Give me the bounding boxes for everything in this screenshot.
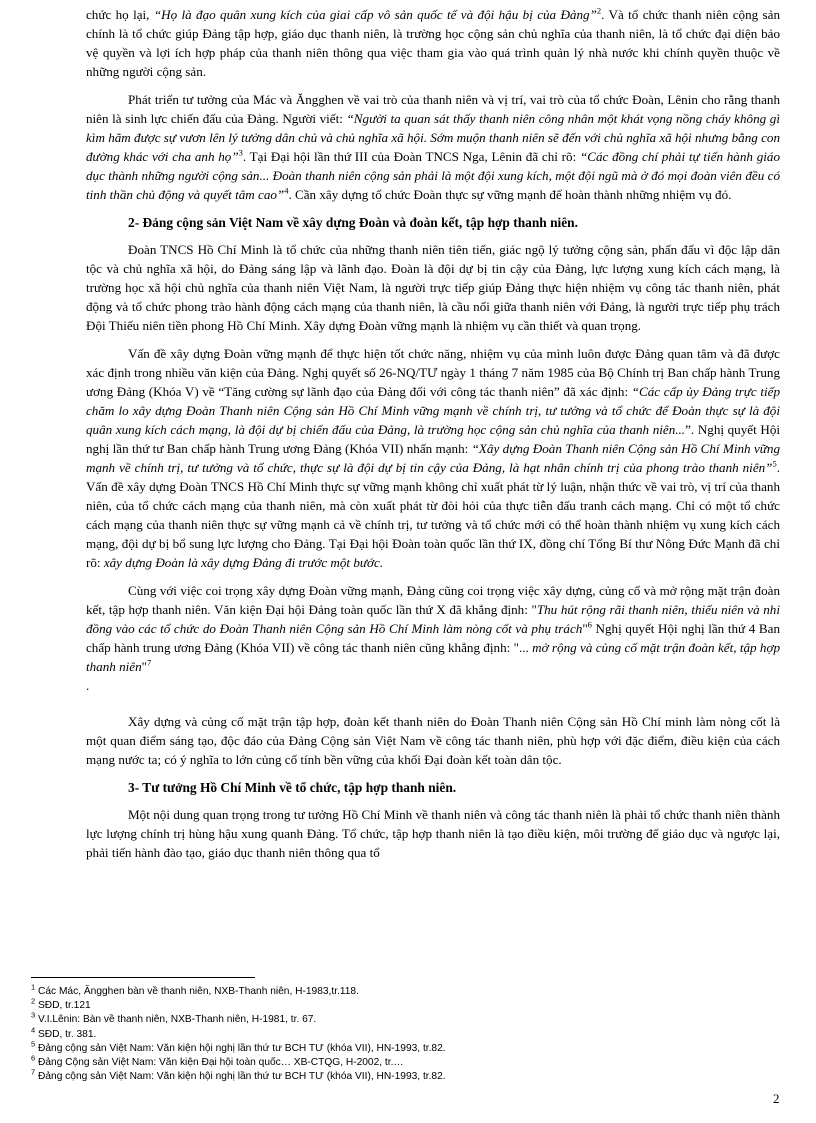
page-number: 2 [773, 1091, 780, 1106]
paragraph-xay-dung-doan [86, 344, 780, 572]
quote-nong-duc-manh: xây dựng Đoàn là xây dựng Đảng đi trước một bước. [103, 555, 384, 570]
footnote-item [31, 982, 751, 999]
footnote-item [31, 996, 751, 1013]
footnote-text: Đảng cộng sản Việt Nam: Văn kiện hội nghị lần thứ tư BCH TƯ (khóa VII), HN-1993, tr.82. [35, 1042, 446, 1054]
footnote-number: 7 [31, 1067, 36, 1077]
footnote-text: SĐD, tr.121 [35, 1000, 91, 1012]
quote-nghi-quyet-26: “Các cấp ủy Đảng trực tiếp chăm lo xây dựng Đoàn Thanh niên Cộng sản Hồ Chí Minh vững mạnh về chính trị, tư tưởng và tổ chức để Đoàn thực sự là đội quân xung kích cách mạng, là đội dự bị chiến đấu của Đảng, là trường học cộng sản chủ nghĩa của thanh niên... [86, 384, 780, 437]
footnote-text: Đảng Cộng sản Việt Nam: Văn kiện Đại hội toàn quốc… XB-CTQG, H-2002, tr.… [35, 1057, 404, 1069]
footnote-ref: 5 [772, 458, 777, 469]
text-run: . Tại Đại hội lần thứ III của Đoàn TNCS Nga, Lênin đã chỉ rõ: [242, 149, 580, 164]
text-run: Vấn đề xây dựng Đoàn vững mạnh để thực hiện tốt chức năng, nhiệm vụ của mình luôn được Đảng quan tâm và đã được xác định trong nhiều văn kiện của Đảng. Nghị quyết số 26-NQ/TƯ ngày 1 tháng 7 năm 1985 của Bộ Chính trị Ban chấp hành Trung ương Đảng (Khóa V) về “Tăng cường sự lãnh đạo của Đảng đối với công tác thanh niên” đã xác định: [86, 346, 780, 399]
footnote-item [31, 1067, 751, 1084]
paragraph-intro-continuation [86, 5, 780, 81]
footnote-text: Đảng cộng sản Việt Nam: Văn kiện hội nghị lần thứ tư BCH TƯ (khóa VII), HN-1993, tr.82. [35, 1071, 446, 1083]
footnotes [31, 982, 751, 1084]
footnote-number: 4 [31, 1025, 36, 1035]
paragraph-mat-tran [86, 581, 780, 676]
footnote-number: 1 [31, 982, 36, 992]
text-run: . Và tổ chức thanh niên cộng sản chính là tổ chức giúp Đảng tập hợp, giáo dục thanh niên, là trường học cộng sản chủ nghĩa của thanh niên, là tổ chức đại diện bảo vệ quyền và lợi ích hợp pháp của thanh niên thông qua việc tham gia vào quá trình quản lý nhà nước khi chính quyền thuộc về những người cộng sản. [86, 7, 780, 79]
footnote-separator [31, 977, 255, 978]
text-run: Cùng với việc coi trọng xây dựng Đoàn vững mạnh, Đảng cũng coi trọng việc xây dựng, củng cố và mở rộng mặt trận đoàn kết, tập hợp thanh niên. Văn kiện Đại hội Đảng toàn quốc lần thứ X đã khẳng định: " [86, 583, 780, 617]
footnote-number: 6 [31, 1053, 36, 1063]
quote-lenin-2: “Các đồng chí phải tự tiến hành giáo dục thành những người cộng sản... Đoàn thanh niên cộng sản phải là một đội xung kích, một đội ngũ mà ở đó mọi đoàn viên đều có tinh thần chủ động và quyết tâm cao” [86, 149, 780, 202]
text-run: " [582, 621, 588, 636]
text-run: ”. Nghị quyết Hội nghị lần thứ tư Ban chấp hành Trung ương Đảng (Khóa VII) nhấn mạnh: [86, 422, 781, 456]
text-run: . Vấn đề xây dựng Đoàn TNCS Hồ Chí Minh thực sự vững mạnh không chỉ xuất phát từ lý luận, nhận thức về vai trò, vị trí của thanh niên, của tổ chức cách mạng của thanh niên, mà còn xuất phát từ đòi hỏi của thực tiễn đấu tranh cách mạng. Chỉ có một tổ chức cách mạng của thanh niên thực sự vững mạnh cả về chính trị, tư tưởng và tổ chức mới có thể hoàn thành nhiệm vụ xung kích cách mạng, đội dự bị bổ sung lực lượng cho Đảng. Tại Đại hội Đoàn toàn quốc lần thứ IX, đồng chí Tổng Bí thư Nông Đức Mạnh đã chỉ rõ: [86, 460, 780, 570]
quote-hoi-nghi-4: mở rộng và củng cố mặt trận đoàn kết, tập hợp thanh niên [86, 640, 780, 674]
body-text [86, 5, 780, 871]
text-run: " [141, 659, 148, 674]
footnote-item [31, 1053, 751, 1070]
text-run: Phát triển tư tưởng của Mác và Ăngghen về vai trò của thanh niên và vị trí, vai trò của tổ chức Đoàn, Lênin cho rằng thanh niên là sinh lực chiến đấu của Đảng. Người viết: [86, 92, 780, 126]
section-heading-3: 3- Tư tưởng Hồ Chí Minh về tổ chức, tập hợp thanh niên. [128, 780, 457, 795]
footnote-number: 3 [31, 1011, 36, 1021]
footnote-item [31, 1013, 751, 1027]
footnote-item [31, 1039, 751, 1056]
footnote-ref: 2 [596, 5, 602, 16]
text-run: chức họ lại, [86, 7, 154, 22]
paragraph-ho-chi-minh: Một nội dung quan trọng trong tư tưởng Hồ Chí Minh về thanh niên và công tác thanh niên là phải tổ chức thanh niên thành lực lượng chính trị hùng hậu xung quanh Đảng. Tổ chức, tập hợp thanh niên là tạo điều kiện, môi trường để giáo dục và ngược lại, phải tiến hành đào tạo, giáo dục thanh niên thông qua tổ [86, 807, 780, 860]
footnote-item [31, 1025, 751, 1042]
footnote-ref: 4 [284, 185, 289, 196]
quote-lenin-1: “Người ta quan sát thấy thanh niên công nhân một khát vọng nồng cháy không gì kìm hãm được sự vươn lên lý tưởng dân chủ và chủ nghĩa xã hội. Sớm muộn thanh niên sẽ đến với chủ nghĩa xã hội nhưng bằng con đường khác với cha anh họ” [86, 111, 780, 164]
paragraph-lenin [86, 90, 780, 204]
footnote-text: Các Mác, Ăngghen bàn về thanh niên, NXB-Thanh niên, H-1983,tr.118. [35, 986, 359, 997]
paragraph-doan-tncs: Đoàn TNCS Hồ Chí Minh là tổ chức của những thanh niên tiên tiến, giác ngộ lý tưởng cộng sản, phấn đấu vì độc lập dân tộc và chủ nghĩa xã hội, do Đảng sáng lập và lãnh đạo. Đoàn là đội dự bị tin cậy của Đảng, lực lượng xung kích cách mạng, là trường học xã hội chủ nghĩa của thanh niên Việt Nam, là người trực tiếp giúp Đảng thực hiện nhiệm vụ công tác thanh niên, phát động và tổ chức phong trào hành động cách mạng của thanh niên, là cầu nối giữa thanh niên với Đảng, là người trực tiếp phụ trách Đội Thiếu niên tiền phong Hồ Chí Minh. Xây dựng Đoàn vững mạnh là nhiệm vụ cần thiết và quan trọng. [86, 242, 780, 333]
footnote-ref: 6 [587, 619, 592, 630]
text-run: Nghị quyết Hội nghị lần thứ 4 Ban chấp hành trung ương Đảng (Khóa VII) về công tác thanh niên cũng khẳng định: "... [86, 621, 780, 655]
paragraph-cung-co-mat-tran: Xây dựng và củng cố mặt trận tập hợp, đoàn kết thanh niên do Đoàn Thanh niên Cộng sản Hồ Chí minh làm nòng cốt là một quan điểm sáng tạo, độc đáo của Đảng Cộng sản Việt Nam về công tác thanh niên, phù hợp với đặc điểm, điều kiện của cách mạng nước ta; có ý nghĩa to lớn củng cố tính bền vững của khối Đại đoàn kết toàn dân tộc. [86, 714, 780, 767]
text-run: . Cần xây dựng tổ chức Đoàn thực sự vững mạnh để hoàn thành những nhiệm vụ đó. [288, 187, 732, 202]
footnote-text: SĐD, tr. 381. [35, 1028, 97, 1040]
footnote-number: 5 [31, 1039, 36, 1049]
footnote-number: 2 [31, 996, 36, 1006]
quote-dai-hoi-x: Thu hút rộng rãi thanh niên, thiếu niên và nhi đồng vào các tổ chức do Đoàn Thanh niên Cộng sản Hồ Chí Minh làm nòng cốt và phụ trách [86, 602, 780, 636]
quote-marx-engels: “Họ là đạo quân xung kích của giai cấp vô sản quốc tế và đội hậu bị của Đảng” [153, 7, 597, 22]
footnote-ref: 7 [147, 657, 152, 668]
footnote-ref: 3 [238, 147, 243, 158]
paragraph-end-mark: . [86, 678, 90, 693]
quote-khoa-vii: “Xây dựng Đoàn Thanh niên Cộng sản Hồ Chí Minh vững mạnh về chính trị, tư tưởng và tổ chức, thực sự là đội dự bị tin cậy của Đảng, là hạt nhân chính trị của phong trào thanh niên” [86, 441, 780, 475]
section-heading-2: 2- Đảng cộng sản Việt Nam về xây dựng Đoàn và đoàn kết, tập hợp thanh niên. [128, 215, 578, 230]
footnote-text: V.I.Lênin: Bàn về thanh niên, NXB-Thanh niên, H-1981, tr. 67. [35, 1014, 317, 1026]
